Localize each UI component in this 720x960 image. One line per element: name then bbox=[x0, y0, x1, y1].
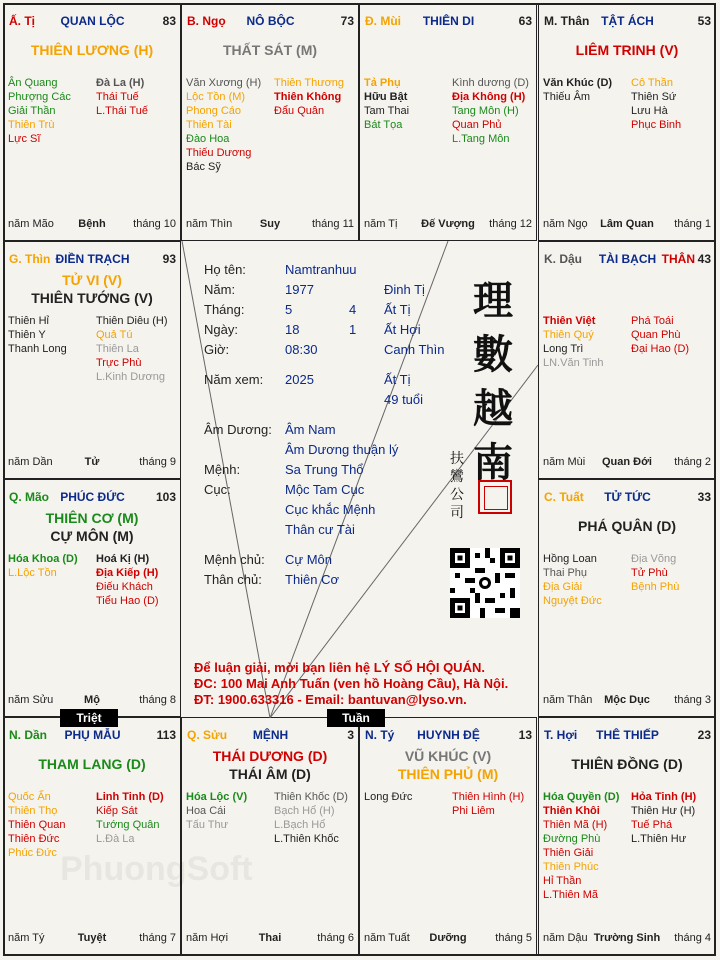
earthly-branch: N. Dần bbox=[9, 728, 48, 742]
minor-star: Phong Cáo bbox=[186, 105, 242, 117]
day-label: Ngày: bbox=[204, 322, 238, 337]
palace-year: năm Tuất bbox=[364, 932, 410, 944]
main-star: THIÊN LƯƠNG (H) bbox=[30, 42, 154, 58]
minor-star: Quốc Ấn bbox=[8, 791, 51, 803]
minor-star: Kiếp Sát bbox=[96, 805, 138, 817]
minor-star: L.Thiên Khốc bbox=[274, 833, 339, 845]
minor-star: Địa Giải bbox=[543, 581, 583, 593]
age-value: 49 tuổi bbox=[384, 392, 424, 407]
minor-star: Địa Kiếp (H) bbox=[96, 567, 159, 579]
main-star: THẤT SÁT (M) bbox=[222, 42, 318, 58]
minor-star: Quả Tú bbox=[96, 329, 133, 341]
palace-age-number: 73 bbox=[340, 14, 354, 28]
main-star: THIÊN CƠ (M) bbox=[45, 510, 139, 526]
minor-star: Văn Xương (H) bbox=[186, 77, 262, 89]
minor-star: Thiên Hình (H) bbox=[452, 791, 525, 803]
minor-star: Thiên Tài bbox=[186, 119, 232, 131]
minor-star: Thiên Thương bbox=[274, 77, 345, 89]
minor-star: Thiên Khốc (D) bbox=[274, 791, 348, 803]
seal-char: 公 bbox=[450, 487, 464, 503]
calligraphy-char: 南 bbox=[473, 439, 513, 486]
menh-chu-value: Cự Môn bbox=[285, 552, 332, 567]
minor-star: Tuế Phá bbox=[631, 819, 673, 831]
minor-star: Văn Khúc (D) bbox=[543, 77, 613, 89]
minor-star: Thai Phụ bbox=[543, 567, 588, 579]
minor-star: Đào Hoa bbox=[186, 133, 230, 145]
palace-year: năm Ngọ bbox=[543, 218, 588, 230]
minor-star: Lộc Tồn (M) bbox=[186, 91, 246, 103]
palace-year: năm Thìn bbox=[186, 218, 233, 230]
view-year-label: Năm xem: bbox=[204, 372, 264, 387]
amduong-note: Âm Dương thuận lý bbox=[285, 442, 399, 457]
calligraphy-char: 越 bbox=[473, 385, 513, 432]
earthly-branch: Ấ. Tị bbox=[9, 14, 35, 28]
earthly-branch: N. Tý bbox=[365, 728, 395, 742]
minor-star: Thiên Giải bbox=[543, 847, 594, 859]
minor-star: Thiên Phúc bbox=[543, 861, 599, 873]
minor-star: Bát Tọa bbox=[364, 119, 403, 131]
minor-star: L.Tang Môn bbox=[452, 133, 510, 145]
minor-star: Bác Sỹ bbox=[186, 161, 221, 173]
seal-char: 鸞 bbox=[450, 469, 464, 485]
palace-name: TÀI BẠCH bbox=[598, 252, 657, 266]
palace-name: NÔ BỘC bbox=[246, 14, 295, 28]
life-stage: Trường Sinh bbox=[593, 932, 661, 944]
year-value: 1977 bbox=[285, 282, 314, 297]
palace-year: năm Dần bbox=[8, 456, 53, 468]
menh-value: Sa Trung Thổ bbox=[285, 462, 364, 477]
month-label: Tháng: bbox=[204, 302, 245, 317]
minor-star: Đường Phù bbox=[543, 833, 601, 845]
palace-year: năm Tý bbox=[8, 932, 45, 944]
main-star: TỬ VI (V) bbox=[62, 272, 122, 288]
main-star: THIÊN TƯỚNG (V) bbox=[31, 290, 153, 306]
minor-star: Thiên Diêu (H) bbox=[96, 315, 168, 327]
minor-star: Phượng Các bbox=[8, 91, 71, 103]
minor-star: Tả Phụ bbox=[364, 77, 401, 89]
triet-badge: Triệt bbox=[60, 709, 118, 727]
palace-age-number: 13 bbox=[518, 728, 532, 742]
minor-star: Cô Thần bbox=[631, 77, 673, 89]
palace-month: tháng 7 bbox=[139, 932, 176, 944]
minor-star: Địa Võng bbox=[631, 553, 677, 565]
palace-name: HUYNH ĐỆ bbox=[417, 728, 480, 742]
minor-star: Hóa Quyền (D) bbox=[543, 791, 620, 803]
minor-star: Đà La (H) bbox=[96, 77, 145, 89]
minor-star: L.Bạch Hổ bbox=[274, 819, 326, 831]
palace-name: TẬT ÁCH bbox=[601, 14, 654, 28]
calligraphy-char: 理 bbox=[473, 277, 513, 324]
day-canchi: Ất Hợi bbox=[384, 322, 421, 337]
earthly-branch: Q. Mão bbox=[9, 490, 50, 504]
main-star: VŨ KHÚC (V) bbox=[404, 748, 492, 764]
palace-month: tháng 4 bbox=[674, 932, 711, 944]
minor-star: Phúc Đức bbox=[8, 847, 57, 859]
life-stage: Bệnh bbox=[78, 218, 106, 230]
minor-star: Tam Thai bbox=[364, 105, 410, 117]
seal-char: 扶 bbox=[450, 451, 464, 467]
minor-star: Thiếu Âm bbox=[543, 91, 591, 103]
main-star: THIÊN PHỦ (M) bbox=[397, 766, 499, 782]
minor-star: Phi Liêm bbox=[452, 805, 495, 817]
than-chu-label: Thân chủ: bbox=[204, 572, 262, 587]
minor-star: Tiểu Hao (D) bbox=[96, 595, 159, 607]
earthly-branch: M. Thân bbox=[544, 14, 590, 28]
main-star: THÁI DƯƠNG (D) bbox=[212, 748, 328, 764]
main-star: THIÊN ĐỒNG (D) bbox=[571, 756, 683, 772]
palace-month: tháng 6 bbox=[317, 932, 354, 944]
palace-year: năm Mùi bbox=[543, 456, 586, 468]
palace-age-number: 53 bbox=[697, 14, 711, 28]
minor-star: Thiên Quan bbox=[8, 819, 66, 831]
life-stage: Tử bbox=[84, 456, 100, 468]
calligraphy-char: 數 bbox=[473, 331, 513, 378]
minor-star: Hồng Loan bbox=[543, 553, 597, 565]
year-label: Năm: bbox=[204, 282, 236, 297]
than-chu-value: Thiên Cơ bbox=[285, 572, 340, 587]
palace-month: tháng 2 bbox=[674, 456, 711, 468]
month-canchi: Ất Tị bbox=[384, 302, 411, 317]
palace-year: năm Mão bbox=[8, 218, 54, 230]
minor-star: L.Lộc Tồn bbox=[8, 567, 57, 579]
life-stage: Đế Vượng bbox=[421, 218, 475, 230]
contact-line-3: ĐT: 1900.633316 - Email: bantuvan@lyso.vn. bbox=[194, 692, 467, 707]
minor-star: Thiên La bbox=[96, 343, 139, 355]
amduong-label: Âm Dương: bbox=[204, 422, 272, 437]
minor-star: Bệnh Phù bbox=[631, 581, 680, 593]
minor-star: Hóa Khoa (D) bbox=[8, 553, 78, 565]
minor-star: Nguyệt Đức bbox=[543, 595, 602, 607]
red-seal-stamp bbox=[478, 480, 512, 514]
qr-code bbox=[450, 548, 520, 618]
minor-star: Giải Thần bbox=[8, 105, 56, 117]
palace-name: QUAN LỘC bbox=[60, 14, 125, 28]
minor-star: Đại Hao (D) bbox=[631, 343, 690, 355]
minor-star: Kình dương (D) bbox=[452, 77, 529, 89]
than-cu-note: Thân cư Tài bbox=[285, 522, 355, 537]
minor-star: Thái Tuế bbox=[96, 91, 139, 103]
minor-star: Thiếu Dương bbox=[186, 147, 252, 159]
than-marker: THÂN bbox=[661, 252, 695, 266]
minor-star: Điếu Khách bbox=[96, 581, 153, 593]
minor-star: Thiên Không bbox=[274, 91, 342, 103]
minor-star: Quan Phủ bbox=[452, 119, 502, 131]
palace-year: năm Sửu bbox=[8, 694, 54, 706]
main-star: THAM LANG (D) bbox=[38, 756, 146, 772]
minor-star: Tang Môn (H) bbox=[452, 105, 519, 117]
earthly-branch: K. Dậu bbox=[544, 252, 583, 266]
palace-age-number: 63 bbox=[518, 14, 532, 28]
tuan-badge: Tuần bbox=[327, 709, 385, 727]
life-stage: Suy bbox=[259, 218, 281, 230]
palace-age-number: 113 bbox=[156, 728, 176, 742]
palace-month: tháng 12 bbox=[489, 218, 532, 230]
main-star: THÁI ÂM (D) bbox=[229, 766, 311, 782]
life-stage: Mộ bbox=[84, 694, 100, 706]
view-year-value: 2025 bbox=[285, 372, 314, 387]
seal-char: 司 bbox=[450, 505, 464, 521]
palace-age-number: 33 bbox=[697, 490, 711, 504]
life-stage: Lâm Quan bbox=[600, 218, 654, 230]
minor-star: Lưu Hà bbox=[631, 105, 668, 117]
minor-star: Thiên Sứ bbox=[631, 91, 677, 103]
minor-star: Bạch Hổ (H) bbox=[274, 805, 335, 817]
minor-star: Thiên Đức bbox=[8, 833, 60, 845]
name-label: Họ tên: bbox=[204, 262, 246, 277]
minor-star: Tử Phù bbox=[631, 567, 668, 579]
minor-star: Tướng Quân bbox=[96, 819, 160, 831]
contact-line-1: Để luận giải, mời bạn liên hệ LÝ SỐ HỘI QUÁN. bbox=[194, 660, 485, 675]
minor-star: Long Đức bbox=[364, 791, 413, 803]
life-stage: Dưỡng bbox=[429, 932, 467, 944]
minor-star: Hoa Cái bbox=[186, 805, 226, 817]
month-lunar: 4 bbox=[349, 302, 357, 317]
minor-star: Thiên Y bbox=[8, 329, 46, 341]
minor-star: Phục Binh bbox=[631, 119, 682, 131]
palace-month: tháng 5 bbox=[495, 932, 532, 944]
earthly-branch: C. Tuất bbox=[544, 490, 584, 504]
palace-name: TỬ TỨC bbox=[604, 490, 651, 504]
minor-star: Hữu Bật bbox=[364, 91, 408, 103]
cuc-note: Cục khắc Mệnh bbox=[285, 502, 376, 517]
minor-star: Hỉ Thần bbox=[543, 875, 582, 887]
minor-star: Thiên Quý bbox=[543, 329, 594, 341]
minor-star: Linh Tinh (D) bbox=[96, 791, 164, 803]
palace-month: tháng 9 bbox=[139, 456, 176, 468]
minor-star: Thiên Mã (H) bbox=[543, 819, 608, 831]
day-lunar: 1 bbox=[349, 322, 357, 337]
main-star: CỰ MÔN (M) bbox=[50, 528, 134, 544]
cuc-label: Cục: bbox=[204, 482, 231, 497]
palace-year: năm Dậu bbox=[543, 932, 588, 944]
minor-star: Ân Quang bbox=[8, 77, 58, 89]
seal-side-text bbox=[448, 450, 466, 522]
menh-label: Mệnh: bbox=[204, 462, 241, 477]
palace-age-number: 43 bbox=[697, 252, 711, 266]
life-stage: Mộc Dục bbox=[604, 694, 650, 706]
minor-star: Hóa Lộc (V) bbox=[186, 791, 248, 803]
palace-name: MỆNH bbox=[252, 728, 289, 742]
minor-star: L.Kinh Dương bbox=[96, 371, 166, 383]
minor-star: Thiên Việt bbox=[543, 315, 596, 327]
hour-value: 08:30 bbox=[285, 342, 318, 357]
palace-name: PHÚC ĐỨC bbox=[60, 490, 125, 504]
minor-star: Thiên Thọ bbox=[8, 805, 58, 817]
minor-star: L.Đà La bbox=[96, 833, 135, 845]
palace-month: tháng 11 bbox=[311, 218, 354, 230]
hour-label: Giờ: bbox=[204, 342, 230, 357]
cuc-value: Mộc Tam Cục bbox=[285, 482, 365, 497]
palace-age-number: 103 bbox=[155, 490, 176, 504]
palace-age-number: 83 bbox=[162, 14, 176, 28]
palace-year: năm Tị bbox=[364, 218, 398, 230]
palace-month: tháng 8 bbox=[139, 694, 176, 706]
minor-star: L.Thái Tuế bbox=[96, 105, 148, 117]
minor-star: Long Trì bbox=[543, 343, 584, 355]
palace-year: năm Hợi bbox=[186, 932, 229, 944]
year-canchi: Đinh Tị bbox=[384, 282, 425, 297]
minor-star: L.Thiên Mã bbox=[543, 889, 599, 901]
minor-star: Địa Không (H) bbox=[452, 91, 526, 103]
minor-star: Thanh Long bbox=[8, 343, 67, 355]
palace-month: tháng 10 bbox=[133, 218, 176, 230]
palace-month: tháng 1 bbox=[674, 218, 711, 230]
amduong-value: Âm Nam bbox=[285, 422, 336, 437]
minor-star: Đẩu Quân bbox=[274, 105, 325, 117]
main-star: LIÊM TRINH (V) bbox=[575, 42, 679, 58]
minor-star: LN.Văn Tinh bbox=[543, 357, 604, 369]
minor-star: Trực Phù bbox=[96, 357, 142, 369]
view-year-canchi: Ất Tị bbox=[384, 372, 411, 387]
earthly-branch: B. Ngọ bbox=[187, 14, 226, 28]
palace-name: ĐIỀN TRẠCH bbox=[55, 252, 130, 266]
minor-star: Thiên Khôi bbox=[543, 805, 600, 817]
minor-star: Thiên Hỉ bbox=[8, 315, 49, 327]
palace-month: tháng 3 bbox=[674, 694, 711, 706]
month-value: 5 bbox=[285, 302, 293, 317]
palace-age-number: 3 bbox=[347, 728, 354, 742]
minor-star: Tấu Thư bbox=[186, 819, 229, 831]
palace-age-number: 93 bbox=[162, 252, 176, 266]
life-stage: Thai bbox=[258, 932, 282, 944]
contact-line-2: ĐC: 100 Mai Anh Tuấn (ven hồ Hoàng Cầu), Hà Nội. bbox=[194, 676, 509, 691]
minor-star: Phá Toái bbox=[631, 315, 674, 327]
minor-star: L.Thiên Hư bbox=[631, 833, 687, 845]
day-value: 18 bbox=[285, 322, 300, 337]
earthly-branch: G. Thìn bbox=[9, 252, 51, 266]
minor-star: Thiên Trù bbox=[8, 119, 55, 131]
minor-star: Thiên Hư (H) bbox=[631, 805, 696, 817]
menh-chu-label: Mệnh chủ: bbox=[204, 552, 265, 567]
palace-year: năm Thân bbox=[543, 694, 593, 706]
minor-star: Hỏa Tinh (H) bbox=[631, 791, 697, 803]
calligraphy-logo bbox=[468, 274, 518, 490]
life-stage: Quan Đới bbox=[602, 456, 652, 468]
earthly-branch: Đ. Mùi bbox=[365, 14, 401, 28]
watermark: PhuongSoft bbox=[60, 850, 253, 888]
minor-star: Hoá Kị (H) bbox=[96, 553, 150, 565]
life-stage: Tuyệt bbox=[77, 932, 107, 944]
name-value: Namtranhuu bbox=[285, 262, 357, 277]
main-star: PHÁ QUÂN (D) bbox=[578, 518, 676, 534]
earthly-branch: T. Hợi bbox=[544, 728, 578, 742]
earthly-branch: Q. Sửu bbox=[187, 728, 228, 742]
palace-name: THÊ THIẾP bbox=[596, 728, 659, 742]
palace-age-number: 23 bbox=[697, 728, 711, 742]
center-panel bbox=[182, 242, 538, 718]
hour-canchi: Canh Thìn bbox=[384, 342, 445, 357]
minor-star: Quan Phù bbox=[631, 329, 681, 341]
minor-star: Lực Sĩ bbox=[8, 133, 41, 145]
palace-name: THIÊN DI bbox=[422, 14, 475, 28]
palace-name: PHỤ MẪU bbox=[64, 728, 121, 742]
